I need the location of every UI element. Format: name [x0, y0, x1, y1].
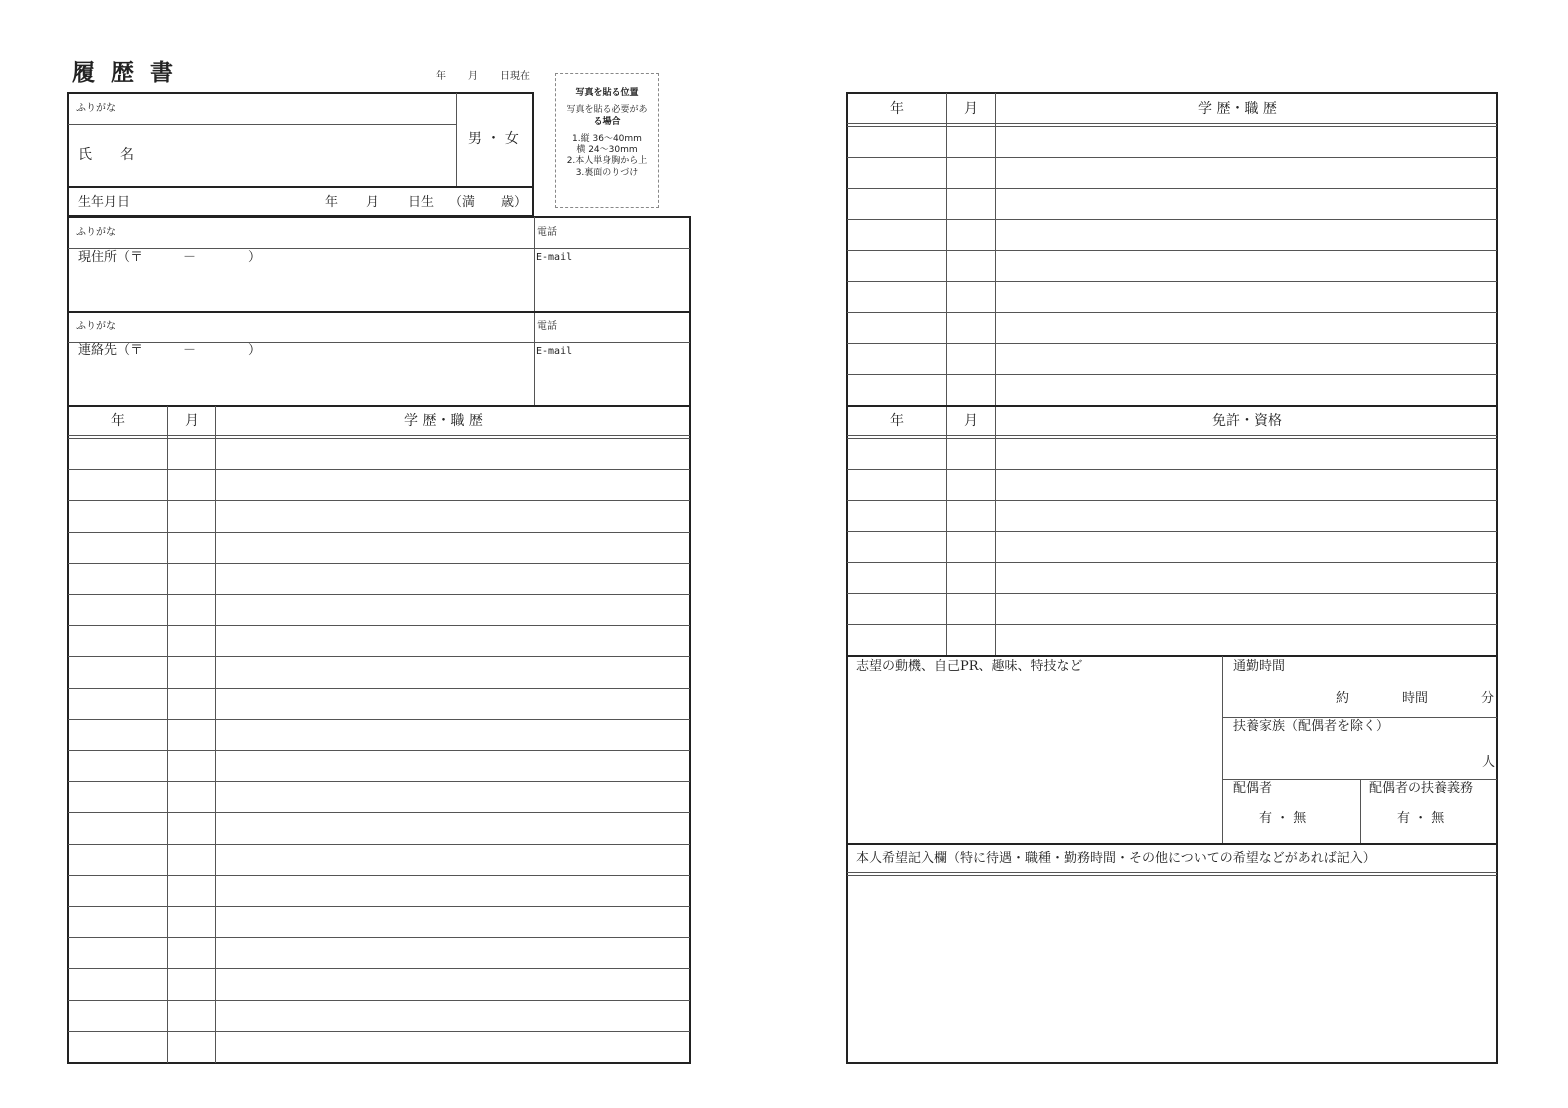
left-history-entry-cell[interactable]	[216, 689, 689, 718]
license-year-cell[interactable]	[847, 532, 945, 561]
left-history-entry-cell[interactable]	[216, 720, 689, 749]
left-history-month-cell[interactable]	[168, 720, 214, 749]
spouse-support-select[interactable]: 有 ・ 無	[1397, 811, 1445, 826]
requests-field[interactable]	[850, 878, 1494, 1060]
left-history-entry-cell[interactable]	[216, 501, 689, 530]
license-year-cell[interactable]	[847, 470, 945, 499]
right-history-year-cell[interactable]	[847, 189, 945, 218]
right-history-entry-cell[interactable]	[996, 189, 1496, 218]
left-history-year-cell[interactable]	[68, 720, 166, 749]
right-history-month-cell[interactable]	[947, 189, 994, 218]
birth-month-label: 月	[366, 195, 380, 210]
license-year-cell[interactable]	[847, 439, 945, 468]
left-history-entry-cell[interactable]	[216, 907, 689, 936]
right-history-year-cell[interactable]	[847, 220, 945, 249]
commute-field[interactable]	[1226, 678, 1494, 714]
address-phone-label: 電話	[537, 227, 557, 238]
name-furigana-field[interactable]	[140, 94, 450, 123]
left-history-year-cell[interactable]	[68, 657, 166, 686]
left-history-entry-cell[interactable]	[216, 1032, 689, 1061]
left-history-month-cell[interactable]	[168, 533, 214, 562]
right-history-entry-cell[interactable]	[996, 158, 1496, 187]
license-year-cell[interactable]	[847, 501, 945, 530]
left-history-entry-cell[interactable]	[216, 1001, 689, 1030]
dependents-field[interactable]	[1226, 738, 1478, 776]
requests-label: 本人希望記入欄（特に待遇・職種・勤務時間・その他についての希望などがあれば記入）	[856, 851, 1376, 866]
license-month-cell[interactable]	[947, 563, 994, 592]
address-furigana-label: ふりがな	[76, 227, 116, 238]
contact-field[interactable]	[70, 360, 530, 402]
license-entry-cell[interactable]	[996, 470, 1496, 499]
left-history-entry-cell[interactable]	[216, 657, 689, 686]
contact-phone-label: 電話	[537, 321, 557, 332]
left-history-year-cell[interactable]	[68, 564, 166, 593]
left-history-year-cell[interactable]	[68, 533, 166, 562]
left-history-entry-cell[interactable]	[216, 533, 689, 562]
left-history-entry-cell[interactable]	[216, 595, 689, 624]
left-history-year-cell[interactable]	[68, 595, 166, 624]
license-entry-cell[interactable]	[996, 625, 1496, 654]
license-entry-cell[interactable]	[996, 532, 1496, 561]
left-history-year-cell[interactable]	[68, 1001, 166, 1030]
photo-spec-2: 横 24〜30mm	[576, 145, 638, 155]
photo-spec-1: 1.縦 36〜40mm	[572, 133, 642, 144]
left-history-month-header: 月	[185, 413, 199, 429]
contact-email-label: E-mail	[536, 346, 573, 357]
left-history-month-cell[interactable]	[168, 938, 214, 967]
left-history-month-cell[interactable]	[168, 751, 214, 780]
photo-title: 写真を貼る位置	[575, 88, 639, 98]
contact-furigana-label: ふりがな	[76, 321, 116, 332]
right-history-entry-cell[interactable]	[996, 282, 1496, 311]
right-history-entry-cell[interactable]	[996, 313, 1496, 342]
license-month-cell[interactable]	[947, 470, 994, 499]
photo-spec-4: 3.裏面のりづけ	[575, 167, 639, 178]
right-history-month-header: 月	[964, 101, 978, 117]
right-history-entry-cell[interactable]	[996, 375, 1496, 404]
photo-note-1: 写真を貼る必要があ	[566, 105, 648, 116]
spouse-label: 配偶者	[1233, 781, 1273, 796]
right-history-entry-cell[interactable]	[996, 344, 1496, 373]
date-day-label: 日現在	[500, 71, 530, 82]
right-history-year-cell[interactable]	[847, 344, 945, 373]
photo-spec-3: 2.本人単身胸から上	[566, 156, 648, 167]
left-history-year-cell[interactable]	[68, 501, 166, 530]
license-month-cell[interactable]	[947, 501, 994, 530]
right-history-month-cell[interactable]	[947, 344, 994, 373]
commute-approx-label: 約	[1336, 691, 1350, 706]
contact-postal-dash: －	[183, 343, 197, 358]
left-history-entry-cell[interactable]	[216, 626, 689, 655]
left-history-entry-cell[interactable]	[216, 876, 689, 905]
left-history-entry-cell[interactable]	[216, 845, 689, 874]
left-history-entry-cell[interactable]	[216, 938, 689, 967]
right-history-month-cell[interactable]	[947, 282, 994, 311]
left-history-year-header: 年	[111, 413, 125, 429]
right-history-year-cell[interactable]	[847, 251, 945, 280]
spouse-select[interactable]: 有 ・ 無	[1259, 811, 1307, 826]
right-history-title-header: 学 歴・職 歴	[1198, 101, 1277, 117]
left-history-entry-cell[interactable]	[216, 470, 689, 499]
left-history-title-header: 学 歴・職 歴	[404, 413, 483, 429]
birth-label: 生年月日	[78, 195, 131, 210]
contact-label: 連絡先（〒	[78, 343, 144, 358]
left-history-year-cell[interactable]	[68, 845, 166, 874]
left-history-month-cell[interactable]	[168, 626, 214, 655]
commute-minutes-label: 分	[1481, 691, 1495, 706]
left-history-month-cell[interactable]	[168, 501, 214, 530]
left-history-entry-cell[interactable]	[216, 564, 689, 593]
right-history-month-cell[interactable]	[947, 251, 994, 280]
birth-year-label: 年	[325, 195, 339, 210]
left-history-entry-cell[interactable]	[216, 782, 689, 811]
license-month-cell[interactable]	[947, 625, 994, 654]
left-history-entry-cell[interactable]	[216, 751, 689, 780]
left-history-year-cell[interactable]	[68, 782, 166, 811]
date-year-label: 年	[436, 71, 446, 82]
age-label: （満 歳）	[449, 195, 528, 210]
license-year-header: 年	[890, 413, 904, 429]
left-history-month-cell[interactable]	[168, 564, 214, 593]
dependents-label: 扶養家族（配偶者を除く）	[1233, 719, 1390, 734]
name-field[interactable]	[150, 126, 450, 184]
left-history-month-cell[interactable]	[168, 845, 214, 874]
left-history-month-cell[interactable]	[168, 813, 214, 842]
left-history-month-cell[interactable]	[168, 595, 214, 624]
license-month-cell[interactable]	[947, 594, 994, 623]
left-history-year-cell[interactable]	[68, 969, 166, 998]
contact-phone-field[interactable]	[562, 314, 686, 340]
license-entry-cell[interactable]	[996, 563, 1496, 592]
right-history-year-cell[interactable]	[847, 375, 945, 404]
license-title-header: 免許・資格	[1212, 413, 1282, 429]
contact-postal-close: ）	[248, 343, 262, 358]
left-history-month-cell[interactable]	[168, 1032, 214, 1061]
left-history-year-cell[interactable]	[68, 1032, 166, 1061]
right-history-year-cell[interactable]	[847, 313, 945, 342]
license-year-cell[interactable]	[847, 625, 945, 654]
license-month-cell[interactable]	[947, 439, 994, 468]
license-entry-cell[interactable]	[996, 501, 1496, 530]
right-history-month-cell[interactable]	[947, 313, 994, 342]
commute-hours-label: 時間	[1402, 691, 1429, 706]
spouse-support-label: 配偶者の扶養義務	[1369, 781, 1474, 796]
address-label: 現住所（〒	[78, 250, 144, 265]
right-history-year-cell[interactable]	[847, 158, 945, 187]
left-history-year-cell[interactable]	[68, 626, 166, 655]
left-history-year-cell[interactable]	[68, 907, 166, 936]
left-history-year-cell[interactable]	[68, 439, 166, 468]
gender-select[interactable]: 男 ・ 女	[468, 131, 519, 147]
left-history-entry-cell[interactable]	[216, 969, 689, 998]
photo-note-2: る場合	[593, 116, 621, 127]
right-history-entry-cell[interactable]	[996, 127, 1496, 156]
left-history-month-cell[interactable]	[168, 969, 214, 998]
left-history-month-cell[interactable]	[168, 1001, 214, 1030]
motivation-label: 志望の動機、自己PR、趣味、特技など	[856, 659, 1083, 674]
right-history-entry-cell[interactable]	[996, 220, 1496, 249]
left-history-month-cell[interactable]	[168, 907, 214, 936]
left-history-year-cell[interactable]	[68, 813, 166, 842]
left-history-month-cell[interactable]	[168, 689, 214, 718]
date-month-label: 月	[468, 71, 478, 82]
license-entry-cell[interactable]	[996, 594, 1496, 623]
left-history-year-cell[interactable]	[68, 689, 166, 718]
address-postal-dash: －	[183, 250, 197, 265]
address-field[interactable]	[70, 266, 530, 308]
left-history-entry-cell[interactable]	[216, 813, 689, 842]
left-history-month-cell[interactable]	[168, 782, 214, 811]
right-history-month-cell[interactable]	[947, 127, 994, 156]
right-history-year-cell[interactable]	[847, 282, 945, 311]
address-email-label: E-mail	[536, 252, 573, 263]
motivation-field[interactable]	[850, 680, 1218, 840]
left-history-year-cell[interactable]	[68, 751, 166, 780]
left-history-month-cell[interactable]	[168, 876, 214, 905]
right-history-month-cell[interactable]	[947, 158, 994, 187]
left-history-month-cell[interactable]	[168, 657, 214, 686]
left-history-year-cell[interactable]	[68, 876, 166, 905]
photo-placeholder[interactable]	[555, 73, 659, 208]
license-month-cell[interactable]	[947, 532, 994, 561]
license-year-cell[interactable]	[847, 563, 945, 592]
left-history-entry-cell[interactable]	[216, 439, 689, 468]
left-history-month-cell[interactable]	[168, 439, 214, 468]
address-phone-field[interactable]	[562, 220, 686, 246]
right-history-entry-cell[interactable]	[996, 251, 1496, 280]
left-history-month-cell[interactable]	[168, 470, 214, 499]
license-year-cell[interactable]	[847, 594, 945, 623]
commute-label: 通勤時間	[1233, 659, 1286, 674]
right-history-year-cell[interactable]	[847, 127, 945, 156]
birth-day-label: 日生	[408, 195, 435, 210]
right-history-year-header: 年	[890, 101, 904, 117]
license-entry-cell[interactable]	[996, 439, 1496, 468]
left-history-year-cell[interactable]	[68, 470, 166, 499]
name-label: 氏 名	[78, 147, 134, 163]
name-furigana-label: ふりがな	[76, 103, 116, 114]
address-postal-close: ）	[248, 250, 262, 265]
license-month-header: 月	[964, 413, 978, 429]
page-title: 履 歴 書	[72, 60, 178, 86]
right-history-month-cell[interactable]	[947, 375, 994, 404]
left-history-year-cell[interactable]	[68, 938, 166, 967]
right-history-month-cell[interactable]	[947, 220, 994, 249]
dependents-unit-label: 人	[1482, 755, 1496, 770]
